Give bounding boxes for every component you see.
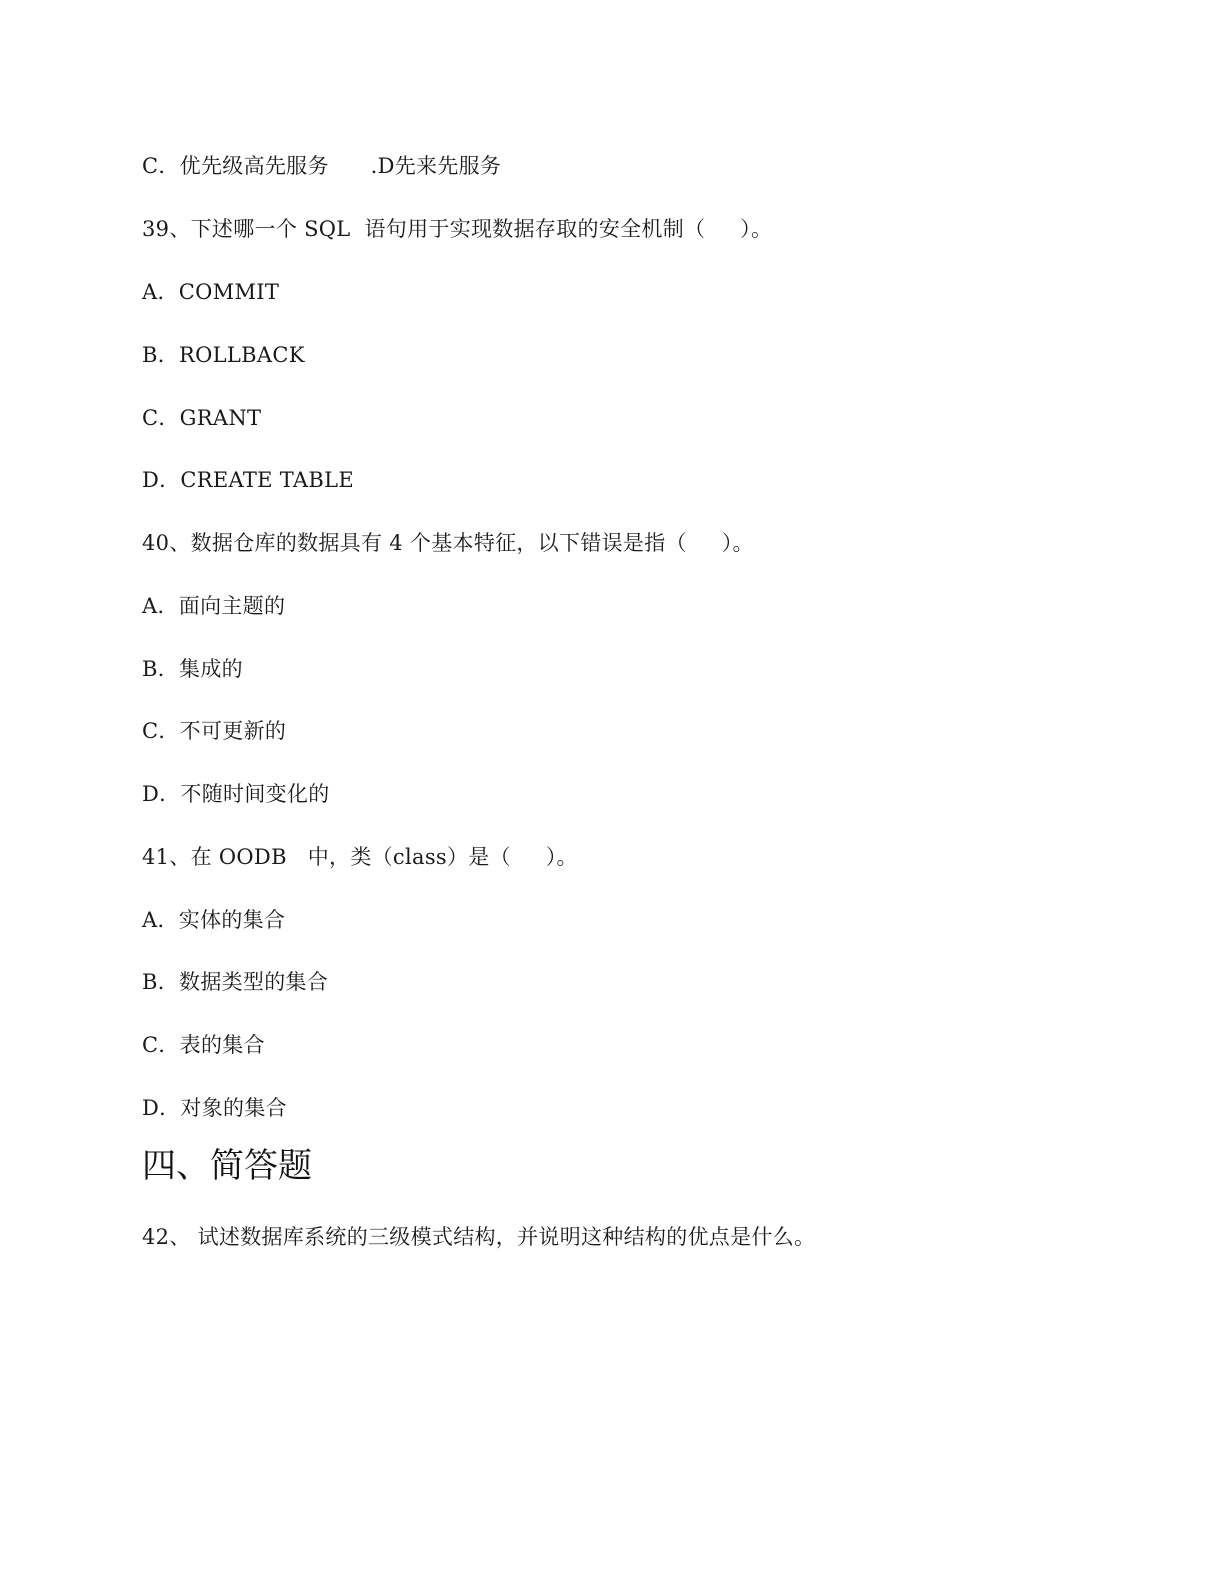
q41-option-a: A．实体的集合 xyxy=(142,908,286,932)
q40-option-d: D．不随时间变化的 xyxy=(142,782,330,806)
q39-option-a: A．COMMIT xyxy=(142,280,280,304)
q39-option-c: C．GRANT xyxy=(142,406,262,430)
q40-option-a: A．面向主题的 xyxy=(142,594,286,618)
q39-option-b: B．ROLLBACK xyxy=(142,343,305,367)
q41-option-c: C．表的集合 xyxy=(142,1033,265,1057)
q42-question: 42、 试述数据库系统的三级模式结构，并说明这种结构的优点是什么。 xyxy=(142,1225,816,1249)
q40-question: 40、数据仓库的数据具有 4 个基本特征，以下错误是指（ ）。 xyxy=(142,531,754,555)
q41-option-b: B．数据类型的集合 xyxy=(142,970,329,994)
q41-option-d: D．对象的集合 xyxy=(142,1096,287,1120)
q40-option-c: C．不可更新的 xyxy=(142,719,287,743)
q39-option-d: D．CREATE TABLE xyxy=(142,468,355,492)
q40-option-b: B．集成的 xyxy=(142,657,243,681)
q38-option-cd: C．优先级高先服务 .D先来先服务 xyxy=(142,154,502,178)
q41-question: 41、在 OODB 中，类（class）是（ ）。 xyxy=(142,845,578,869)
section-heading: 四、简答题 xyxy=(142,1146,312,1186)
q39-question: 39、下述哪一个 SQL 语句用于实现数据存取的安全机制（ ）。 xyxy=(142,217,773,241)
